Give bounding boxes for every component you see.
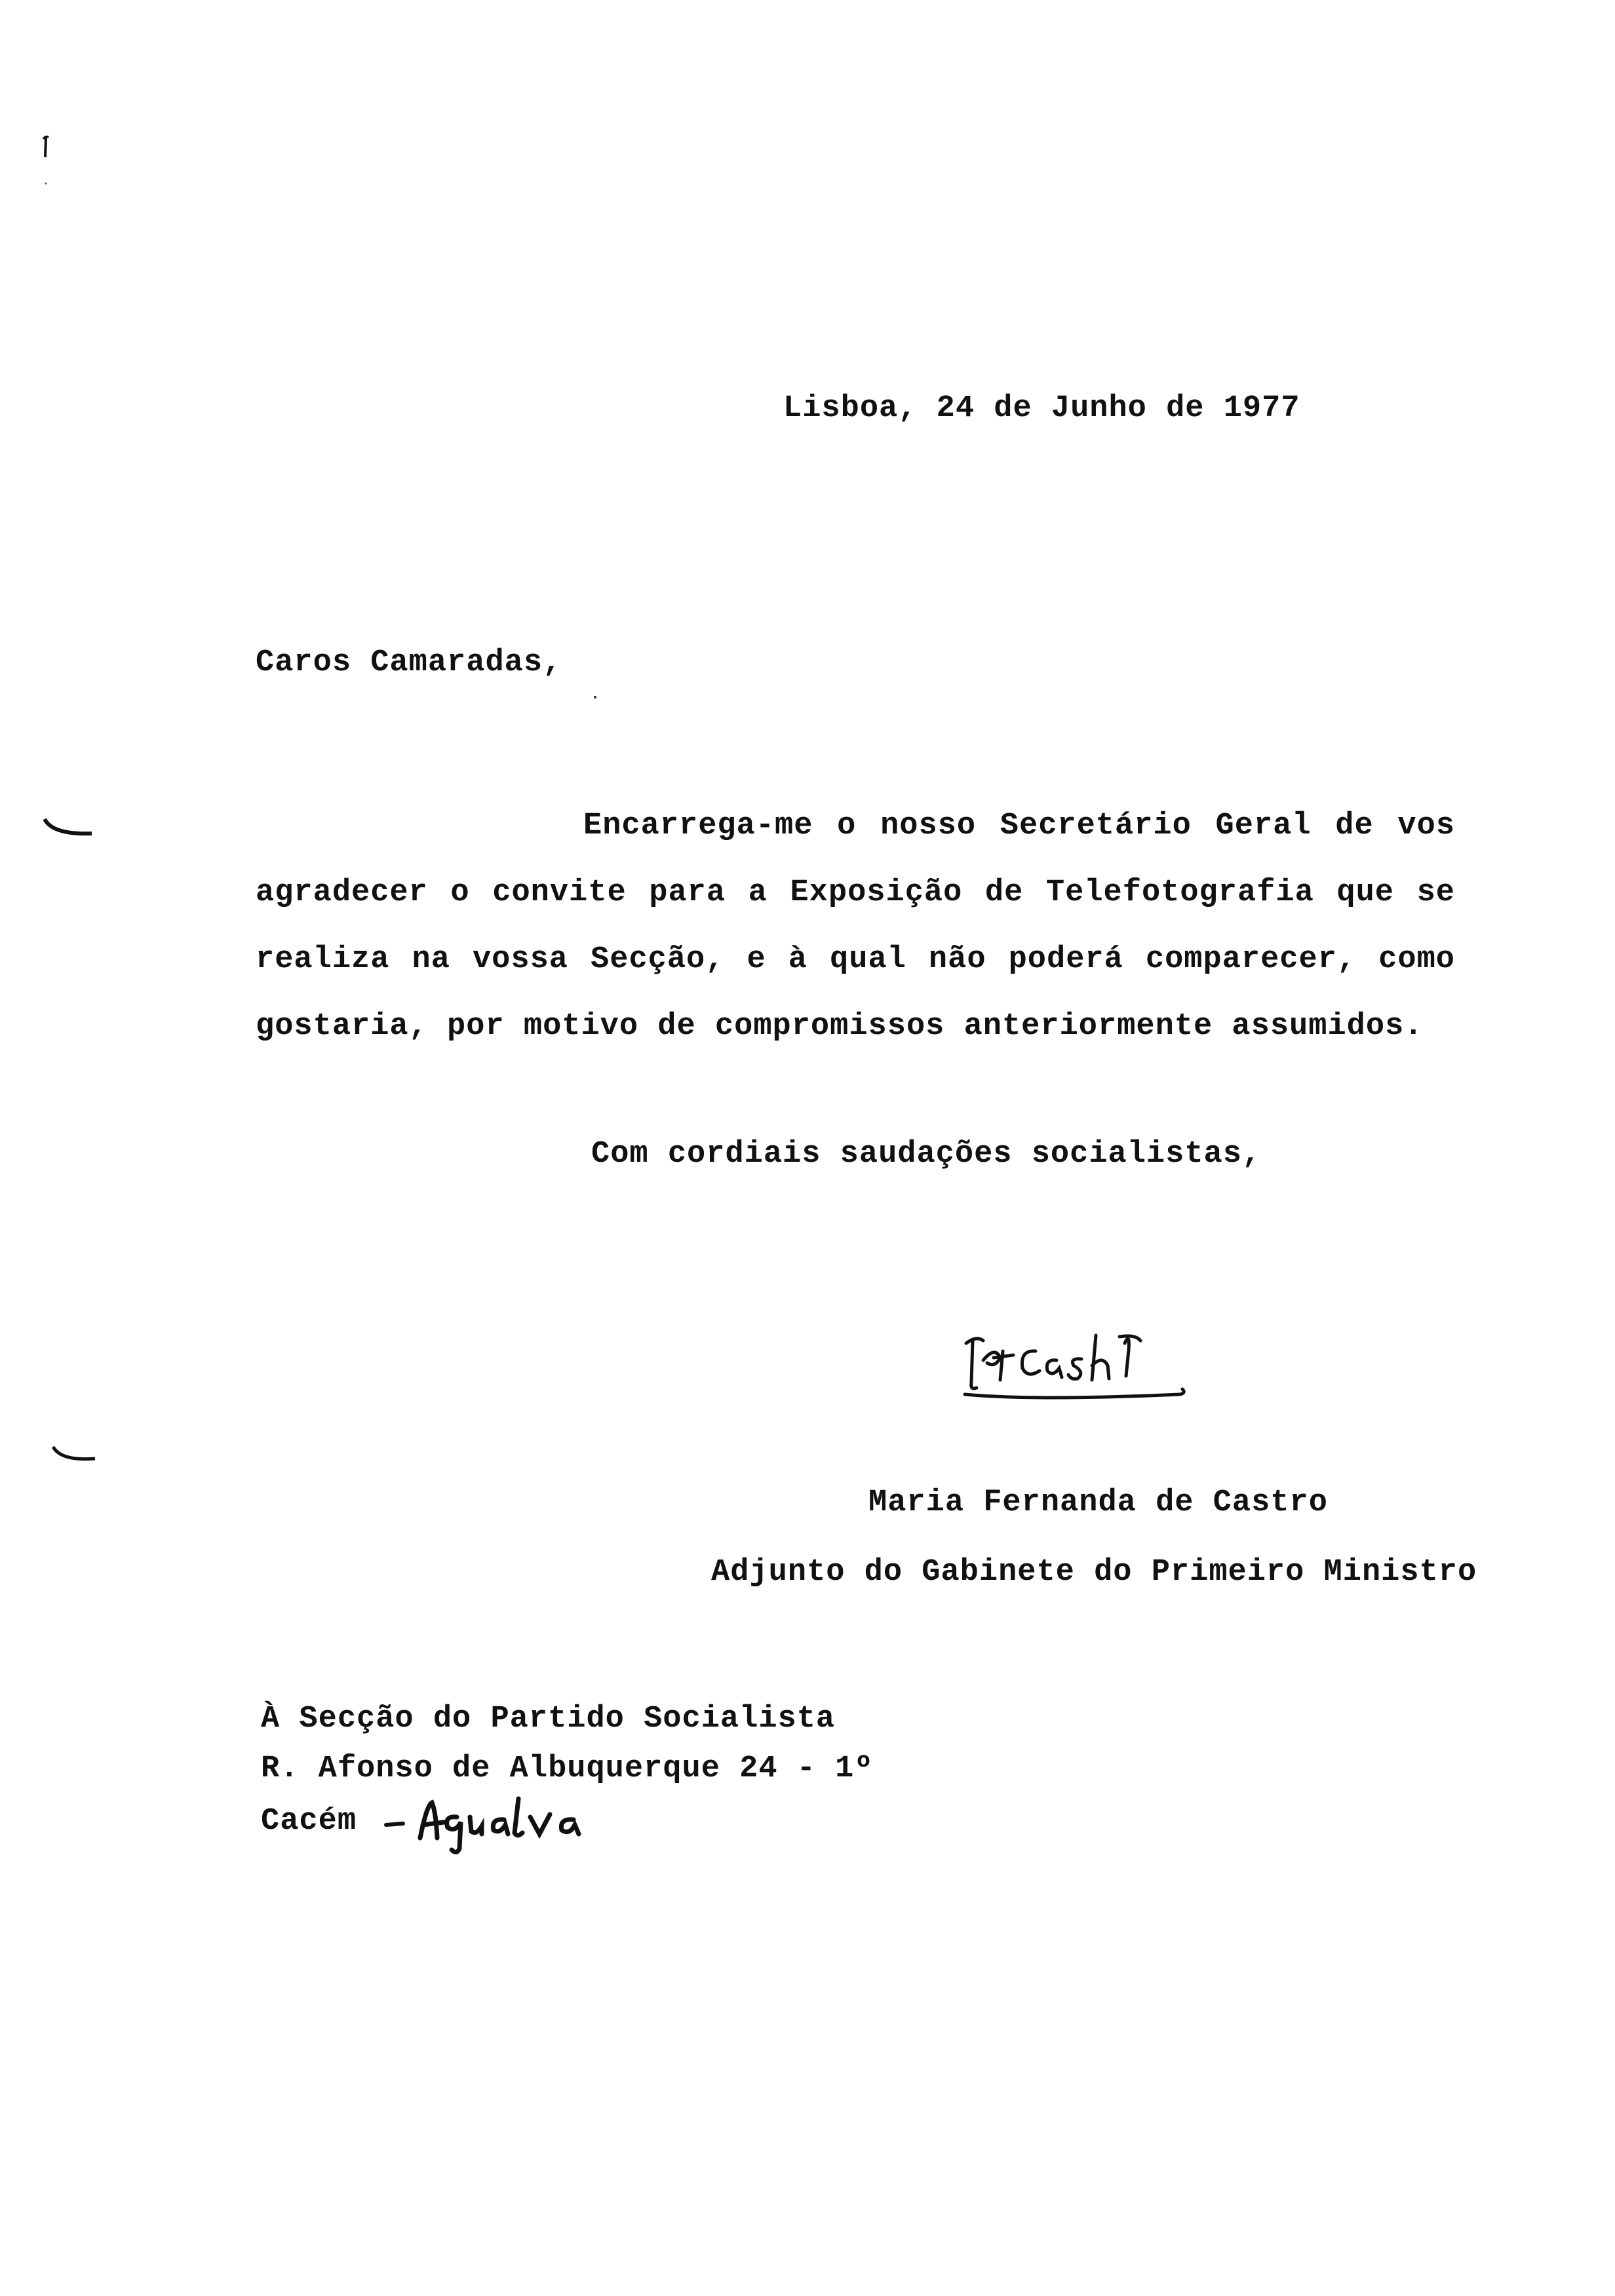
signer-name: Maria Fernanda de Castro [868, 1485, 1328, 1520]
scan-edge-mark-middle [39, 813, 98, 845]
address-line-3: Cacém [261, 1804, 357, 1839]
handwritten-address-addition [383, 1786, 600, 1858]
signer-title: Adjunto do Gabinete do Primeiro Ministro [711, 1555, 1477, 1590]
letter-body: Encarrega-me o nosso Secretário Geral de vos agradecer o convite para a Exposição de Telefotografia que se realiza na vossa Secção, e à qual não poderá comparecer, como gostaria, por motivo de compromissos anteriormente assumidos. [256, 809, 1455, 1044]
scan-edge-mark-top [39, 131, 52, 190]
handwritten-signature [957, 1317, 1193, 1409]
address-line-1: À Secção do Partido Socialista [261, 1702, 836, 1736]
letter-date: Lisboa, 24 de Junho de 1977 [783, 391, 1300, 426]
stray-dot [594, 696, 596, 698]
letter-salutation: Caros Camaradas, [256, 645, 562, 680]
letter-closing: Com cordiais saudações socialistas, [591, 1137, 1262, 1172]
address-line-2: R. Afonso de Albuquerque 24 - 1º [261, 1751, 874, 1786]
scan-edge-mark-lower [49, 1442, 102, 1474]
